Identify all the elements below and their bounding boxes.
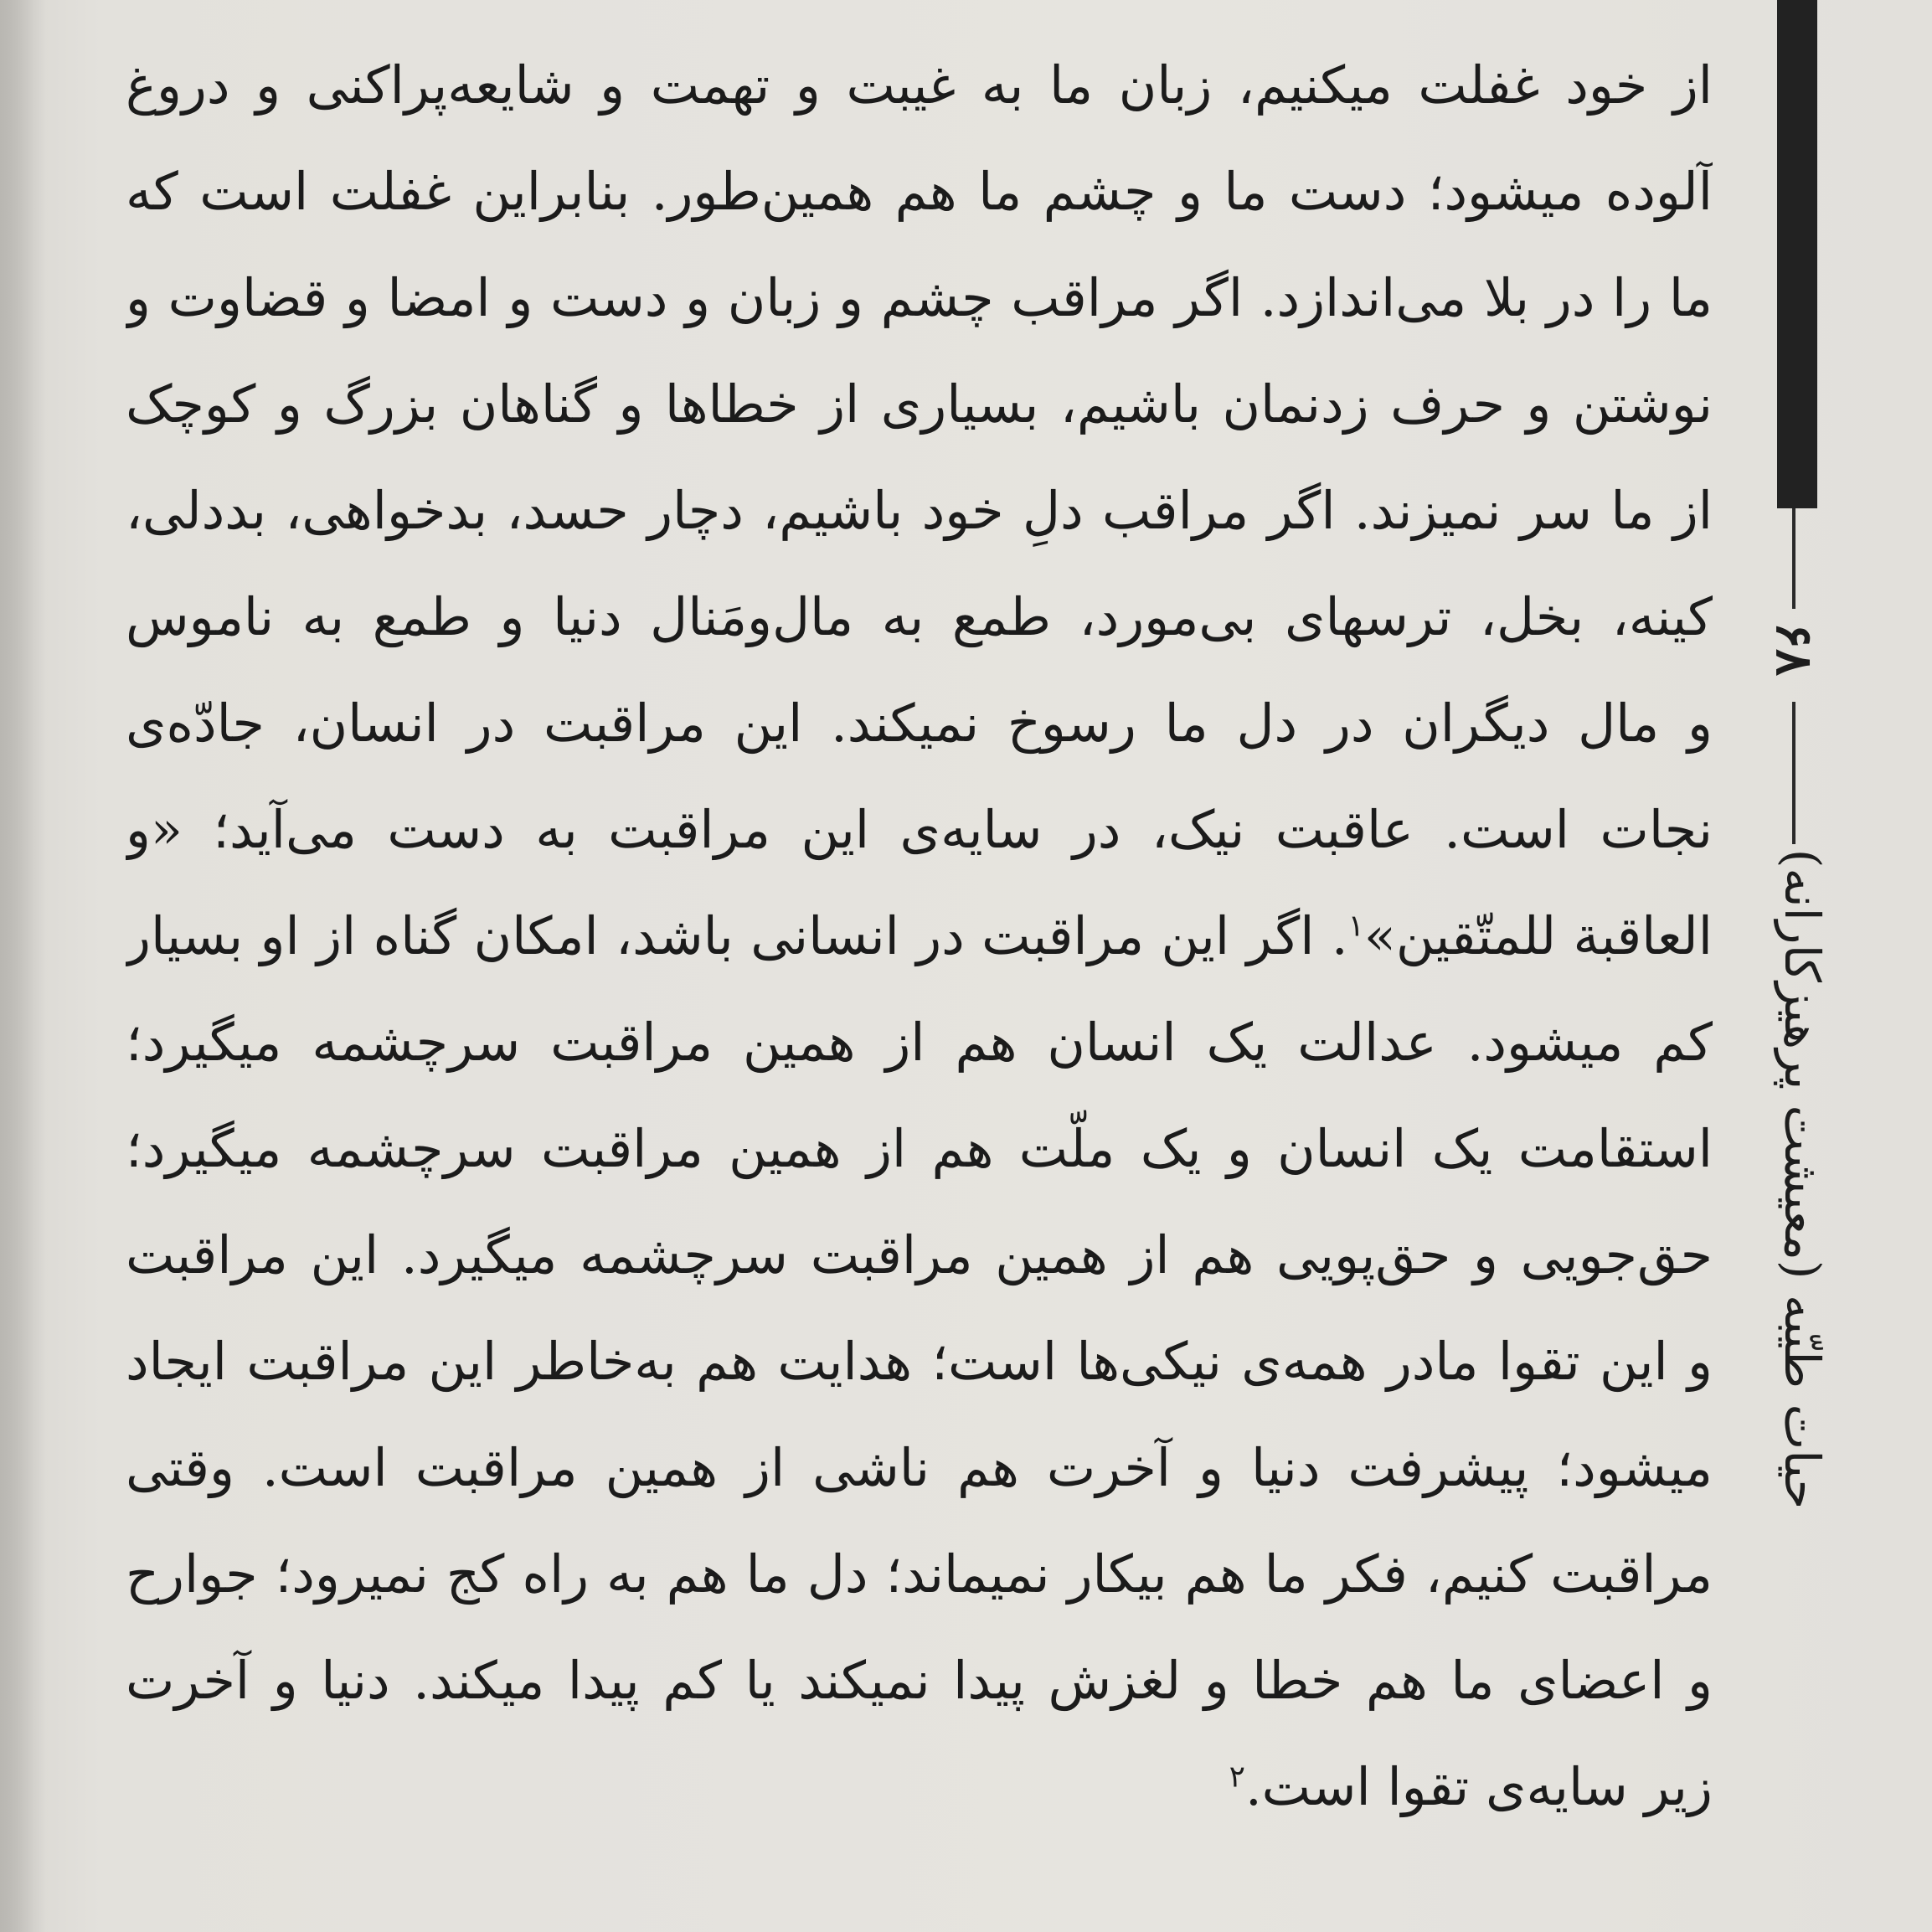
- quran-quote: العاقبة للمتّقين»: [1363, 905, 1713, 966]
- text-line-4: نوشتن و حرف زدنمان باشیم، بسیاری از خطاها و گناهان بزرگ و کوچک: [126, 374, 1713, 435]
- text-line-2: آلوده میشود؛ دست ما و چشم ما هم همین‌طور. بنابراین غفلت است که: [126, 161, 1713, 222]
- text-line-9: [126, 883, 1713, 989]
- text-line-3: ما را در بلا می‌اندازد. اگر مراقب چشم و زبان و دست و امضا و قضاوت و: [126, 267, 1713, 328]
- text-line-11: استقامت یک انسان و یک ملّت هم از همین مراقبت سرچشمه میگیرد؛: [126, 1118, 1713, 1179]
- text-line-1: از خود غفلت میکنیم، زبان ما به غیبت و تهمت و شایعه‌پراکنی و دروغ: [126, 54, 1713, 116]
- text-line-15: مراقبت کنیم، فکر ما هم بیکار نمیماند؛ دل ما هم به راه کج نمیرود؛ جوارح: [126, 1543, 1713, 1605]
- footnote-marker-1: ۱: [1347, 909, 1364, 944]
- text-line-10: کم میشود. عدالت یک انسان هم از همین مراقبت سرچشمه میگیرد؛: [126, 1012, 1713, 1073]
- text-line-5: از ما سر نمیزند. اگر مراقب دلِ خود باشیم، دچار حسد، بدخواهی، بددلی،: [126, 480, 1713, 541]
- gutter-shadow: [0, 0, 46, 1932]
- text-line-13: و این تقوا مادر همه‌ی نیکی‌ها است؛ هدایت هم به‌خاطر این مراقبت ایجاد: [126, 1331, 1713, 1392]
- body-text: [126, 32, 1713, 1840]
- thumb-tab-bar: [1777, 0, 1817, 508]
- text-line-12: حق‌جویی و حق‌پویی هم از همین مراقبت سرچشمه میگیرد. این مراقبت: [126, 1224, 1713, 1285]
- text-line-8: نجات است. عاقبت نیک، در سایه‌ی این مراقبت به دست می‌آید؛ «و: [126, 799, 1713, 860]
- text-line-9-rest: . اگر این مراقبت در انسانی باشد، امکان گناه از او بسیار: [126, 905, 1348, 966]
- text-line-6: کینه، بخل، ترسهای بی‌مورد، طمع به مال‌ومَنال دنیا و طمع به ناموس: [126, 586, 1713, 647]
- text-line-7: و مال دیگران در دل ما رسوخ نمیکند. این مراقبت در انسان، جادّه‌ی: [126, 693, 1713, 754]
- text-line-14: میشود؛ پیشرفت دنیا و آخرت هم ناشی از همین مراقبت است. وقتی: [126, 1437, 1713, 1498]
- text-line-16: و اعضای ما هم خطا و لغزش پیدا نمیکند یا کم پیدا میکند. دنیا و آخرت: [126, 1650, 1713, 1711]
- footnote-marker-2: ۲: [1229, 1759, 1245, 1795]
- page-number: ۶۸: [1765, 621, 1823, 677]
- text-line-17-text: زیر سایه‌ی تقوا است.: [1244, 1756, 1713, 1817]
- running-title: حیات طیّبه (معیشت پرهیزکارانه): [1774, 848, 1831, 1510]
- text-line-17: [126, 1734, 1713, 1840]
